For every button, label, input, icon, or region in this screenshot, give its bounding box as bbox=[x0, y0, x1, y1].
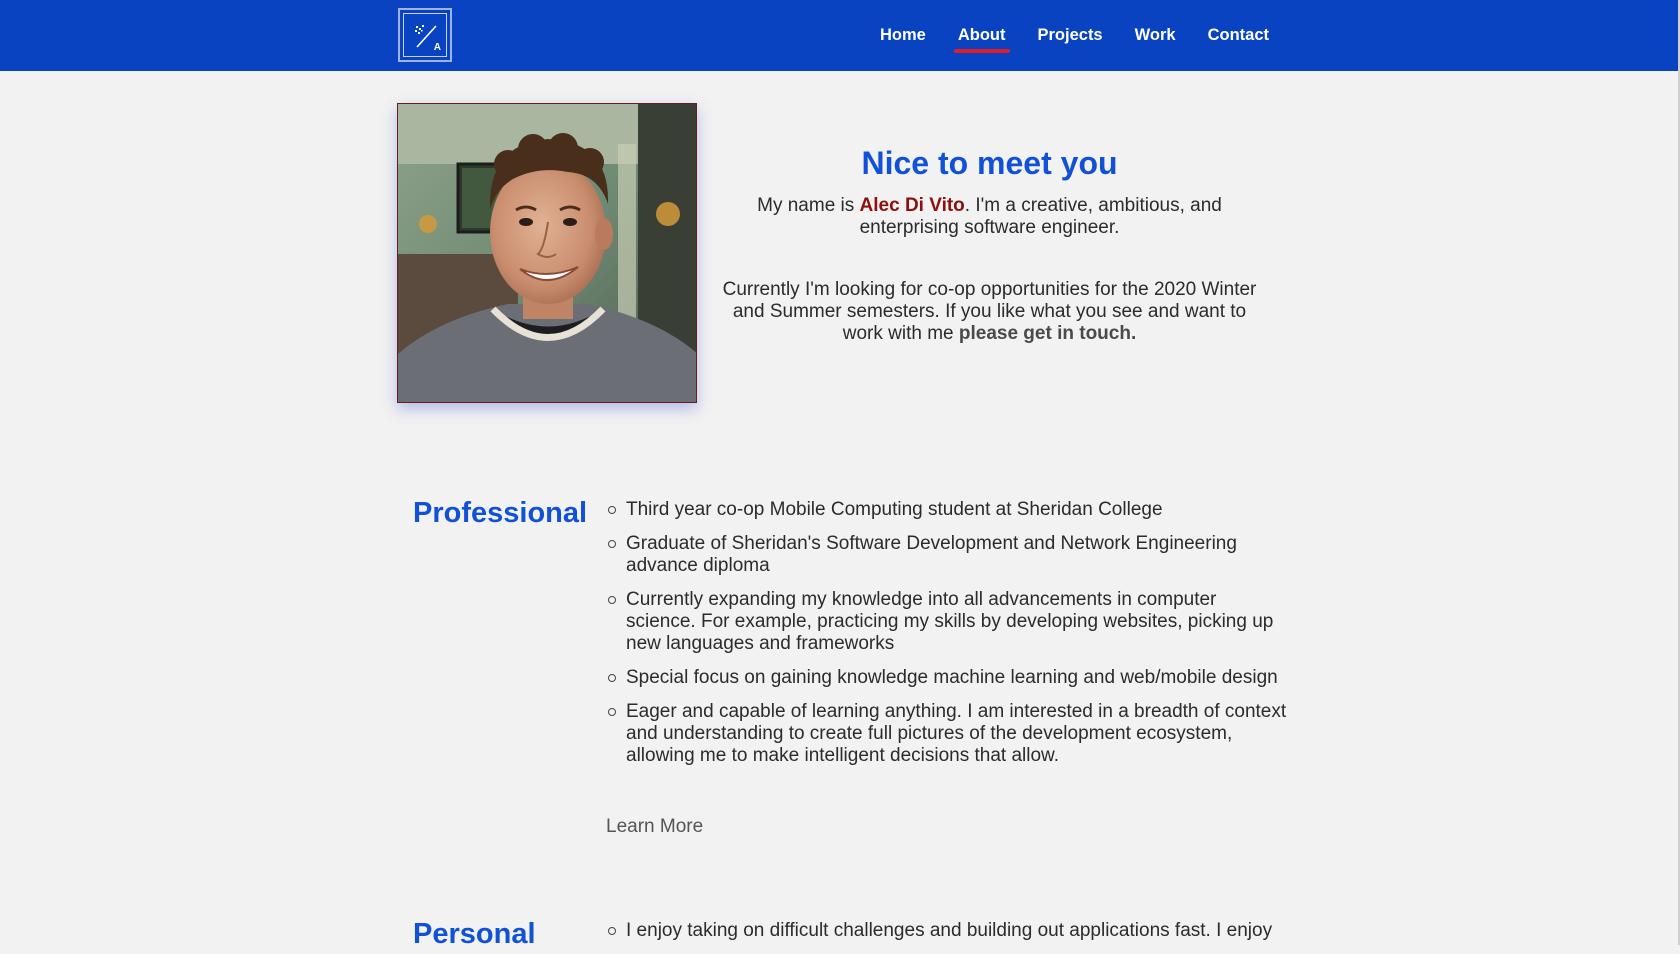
list-item: Eager and capable of learning anything. I am interested in a breadth of context and understanding to create full pictures of the development ecosystem, allowing me to make intelligent decisions that allow. bbox=[608, 701, 1288, 767]
list-item: Third year co-op Mobile Computing student at Sheridan College bbox=[608, 499, 1288, 521]
nav-work[interactable]: Work bbox=[1134, 26, 1176, 44]
logo-mark-icon bbox=[403, 13, 447, 57]
learn-more-link[interactable]: Learn More bbox=[606, 816, 704, 837]
get-in-touch-link[interactable]: please get in touch. bbox=[958, 323, 1137, 344]
intro-text-before: My name is bbox=[757, 195, 860, 216]
nav-contact[interactable]: Contact bbox=[1207, 26, 1269, 44]
main-nav bbox=[880, 0, 1269, 71]
nav-about[interactable]: About bbox=[957, 26, 1006, 44]
nav-home[interactable]: Home bbox=[880, 26, 926, 44]
list-item: Special focus on gaining knowledge machine learning and web/mobile design bbox=[608, 667, 1288, 689]
intro-block bbox=[712, 145, 1267, 345]
nav-projects[interactable]: Projects bbox=[1037, 26, 1103, 44]
top-navbar bbox=[0, 0, 1680, 71]
professional-list bbox=[608, 499, 1288, 779]
personal-list bbox=[608, 920, 1288, 954]
list-item: Currently expanding my knowledge into all advancements in computer science. For example, practicing my skills by developing websites, picking up new languages and frameworks bbox=[608, 589, 1288, 655]
personal-heading: Personal bbox=[413, 918, 536, 950]
professional-heading: Professional bbox=[413, 497, 588, 529]
profile-photo bbox=[397, 103, 697, 403]
coop-text: Currently I'm looking for co-op opportunities for the 2020 Winter and Summer semesters. If you like what you see and want to work with me bbox=[722, 279, 1257, 344]
coop-paragraph bbox=[712, 279, 1267, 345]
intro-paragraph bbox=[712, 195, 1267, 239]
intro-text-after: . I'm a creative, ambitious, and enterprising software engineer. bbox=[859, 195, 1222, 238]
site-logo[interactable] bbox=[398, 8, 452, 62]
list-item: I enjoy taking on difficult challenges and building out applications fast. I enjoy bbox=[608, 920, 1288, 942]
owner-name: Alec Di Vito bbox=[859, 195, 965, 216]
list-item: Graduate of Sheridan's Software Development and Network Engineering advance diploma bbox=[608, 533, 1288, 577]
logo-letter: A bbox=[433, 42, 441, 53]
intro-heading: Nice to meet you bbox=[861, 145, 1118, 181]
